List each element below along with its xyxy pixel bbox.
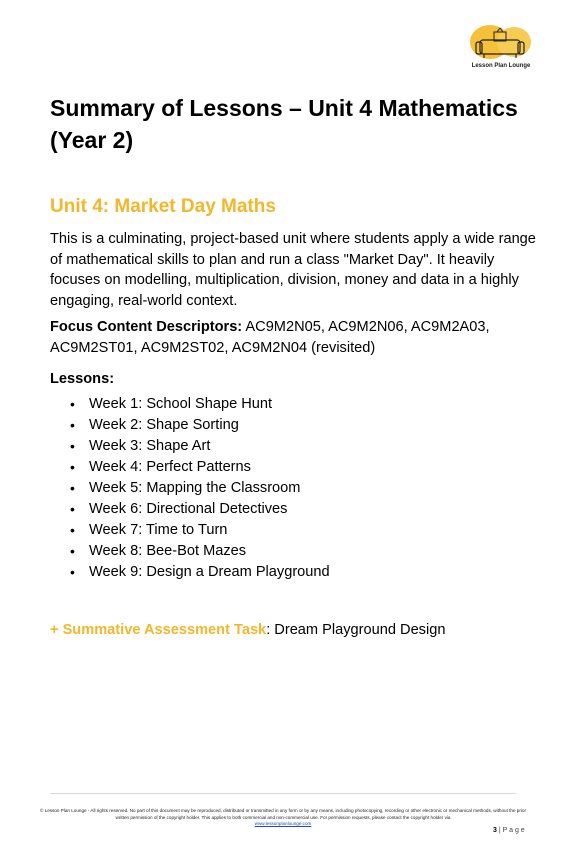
- page-title: Summary of Lessons – Unit 4 Mathematics (Year 2): [50, 95, 518, 153]
- list-item: • Week 7: Time to Turn: [50, 520, 330, 541]
- page-label: | P a g e: [496, 827, 525, 834]
- lessons-heading: Lessons:: [50, 371, 115, 387]
- focus-content-descriptors: [50, 317, 540, 358]
- page-number-value: 3: [493, 827, 497, 834]
- list-item: • Week 2: Shape Sorting: [50, 415, 330, 436]
- descriptors-codes: AC9M2N05, AC9M2N06, AC9M2A03, AC9M2ST01, AC9M2ST02, AC9M2N04 (revisited): [50, 319, 490, 356]
- summative-label: + Summative Assessment Task: [50, 622, 267, 638]
- summative-task: : Dream Playground Design: [266, 622, 446, 638]
- list-item: • Week 1: School Shape Hunt: [50, 394, 330, 415]
- list-item: • Week 6: Directional Detectives: [50, 499, 330, 520]
- summative-assessment: [50, 620, 445, 640]
- descriptors-label: Focus Content Descriptors:: [50, 319, 243, 335]
- list-item: • Week 4: Perfect Patterns: [50, 457, 330, 478]
- lessons-list: [50, 394, 330, 583]
- unit-intro: This is a culminating, project-based unit where students apply a wide range of mathematical skills to plan and run a class "Market Day". It heavily focuses on modelling, multiplication, division, money and data in a highly engaging, real-world context.: [50, 231, 536, 309]
- unit-heading: Unit 4: Market Day Maths: [50, 196, 276, 217]
- list-item: • Week 8: Bee-Bot Mazes: [50, 541, 330, 562]
- page-number: [493, 827, 525, 834]
- website-link[interactable]: www.lessonplanlounge.com: [254, 821, 312, 827]
- list-item: • Week 3: Shape Art: [50, 436, 330, 457]
- list-item: • Week 5: Mapping the Classroom: [50, 478, 330, 499]
- copyright-notice: [40, 808, 526, 828]
- list-item: • Week 9: Design a Dream Playground: [50, 562, 330, 583]
- copyright-text: © Lesson Plan Lounge - All rights reserved. No part of this document may be reproduced, distributed or transmitted in any form or by any means, including photocopying, recording or other electronic or mechanical methods, without the prior written permission of the copyright holder. This applies to both commercial and non-commercial use. For permission requests, please contact the copyright holder via: [40, 808, 526, 820]
- footer-divider: [50, 793, 516, 794]
- logo-text: Lesson Plan Lounge: [471, 63, 531, 69]
